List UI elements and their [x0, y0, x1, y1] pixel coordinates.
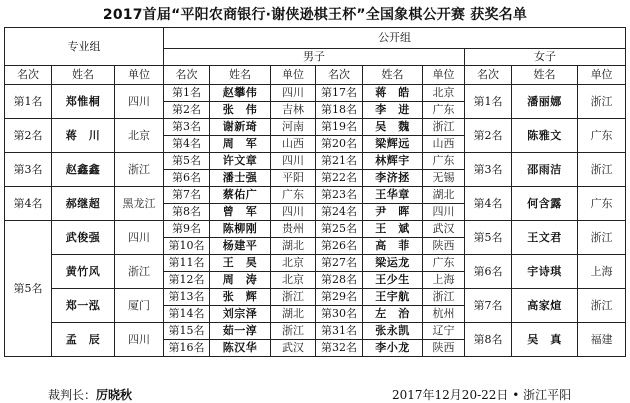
- men-unit: 无锡: [423, 170, 465, 187]
- column-header-rank: 名次: [465, 66, 512, 85]
- men-unit: 陕西: [423, 238, 465, 255]
- men-name: 周 涛: [210, 272, 271, 289]
- column-header-unit: 单位: [578, 66, 626, 85]
- men-rank: 第27名: [316, 255, 363, 272]
- men-name: 王华章: [363, 187, 423, 204]
- men-rank: 第3名: [164, 119, 210, 136]
- pro-name: 郑惟桐: [52, 85, 115, 119]
- column-header-rank: 名次: [164, 66, 210, 85]
- men-name: 刘宗泽: [210, 306, 271, 323]
- men-unit: 北京: [271, 255, 316, 272]
- men-name: 曾 军: [210, 204, 271, 221]
- table-row: [5, 255, 626, 272]
- women-name: 邵雨洁: [512, 153, 578, 187]
- pro-unit: 北京: [115, 119, 164, 153]
- men-unit: 广东: [271, 187, 316, 204]
- men-unit: 辽宁: [423, 323, 465, 340]
- men-rank: 第29名: [316, 289, 363, 306]
- men-rank: 第28名: [316, 272, 363, 289]
- men-unit: 湖北: [423, 187, 465, 204]
- pro-rank: 第4名: [5, 187, 52, 221]
- men-name: 梁运龙: [363, 255, 423, 272]
- men-unit: 贵州: [271, 221, 316, 238]
- pro-rank: 第3名: [5, 153, 52, 187]
- men-rank: 第32名: [316, 340, 363, 357]
- men-unit: 北京: [271, 272, 316, 289]
- men-unit: 杭州: [423, 306, 465, 323]
- men-name: 王少生: [363, 272, 423, 289]
- pro-unit: 浙江: [115, 255, 164, 289]
- pro-unit: 四川: [115, 323, 164, 357]
- men-rank: 第17名: [316, 85, 363, 102]
- men-rank: 第25名: [316, 221, 363, 238]
- women-rank: 第2名: [465, 119, 512, 153]
- men-unit: 湖北: [271, 306, 316, 323]
- women-unit: 广东: [578, 187, 626, 221]
- men-name: 茹一淳: [210, 323, 271, 340]
- men-rank: 第21名: [316, 153, 363, 170]
- women-rank: 第7名: [465, 289, 512, 323]
- men-name: 林辉宇: [363, 153, 423, 170]
- men-name: 张 辉: [210, 289, 271, 306]
- men-rank: 第11名: [164, 255, 210, 272]
- column-header-name: 姓名: [52, 66, 115, 85]
- women-unit: 浙江: [578, 289, 626, 323]
- men-name: 尹 晖: [363, 204, 423, 221]
- women-rank: 第4名: [465, 187, 512, 221]
- pro-unit: 厦门: [115, 289, 164, 323]
- men-name: 赵攀伟: [210, 85, 271, 102]
- column-header-name: 姓名: [210, 66, 271, 85]
- women-unit: 浙江: [578, 153, 626, 187]
- pro-rank: 第1名: [5, 85, 52, 119]
- men-rank: 第24名: [316, 204, 363, 221]
- men-name: 杨建平: [210, 238, 271, 255]
- table-row: [5, 187, 626, 204]
- men-unit: 山西: [423, 136, 465, 153]
- men-unit: 吉林: [271, 102, 316, 119]
- women-name: 宇诗琪: [512, 255, 578, 289]
- men-rank: 第20名: [316, 136, 363, 153]
- women-rank: 第8名: [465, 323, 512, 357]
- pro-name: 武俊强: [52, 221, 115, 255]
- table-row: [5, 153, 626, 170]
- men-rank: 第7名: [164, 187, 210, 204]
- men-rank: 第9名: [164, 221, 210, 238]
- men-unit: 四川: [271, 153, 316, 170]
- men-unit: 四川: [271, 204, 316, 221]
- men-unit: 广东: [423, 153, 465, 170]
- men-rank: 第4名: [164, 136, 210, 153]
- pro-name: 赵鑫鑫: [52, 153, 115, 187]
- women-name: 何含露: [512, 187, 578, 221]
- table-row: [5, 323, 626, 340]
- men-header: 男子: [164, 49, 465, 66]
- column-header-unit: 单位: [271, 66, 316, 85]
- men-rank: 第12名: [164, 272, 210, 289]
- men-rank: 第30名: [316, 306, 363, 323]
- table-row: [5, 119, 626, 136]
- men-unit: 平阳: [271, 170, 316, 187]
- page-title: 2017首届“平阳农商银行·谢侠逊棋王杯”全国象棋公开赛 获奖名单: [102, 7, 528, 23]
- men-name: 吴 魏: [363, 119, 423, 136]
- men-rank: 第6名: [164, 170, 210, 187]
- column-header-rank: 名次: [5, 66, 52, 85]
- men-name: 梁辉远: [363, 136, 423, 153]
- men-name: 周 军: [210, 136, 271, 153]
- women-header: 女子: [465, 49, 626, 66]
- pro-group-header: 专业组: [5, 28, 164, 66]
- women-rank: 第1名: [465, 85, 512, 119]
- men-rank: 第18名: [316, 102, 363, 119]
- men-unit: 湖北: [271, 238, 316, 255]
- women-name: 潘丽娜: [512, 85, 578, 119]
- date-place: 2017年12月20-22日 • 浙江平阳: [392, 388, 572, 402]
- table-row: [5, 289, 626, 306]
- men-unit: 武汉: [271, 340, 316, 357]
- men-name: 李济拯: [363, 170, 423, 187]
- men-rank: 第14名: [164, 306, 210, 323]
- men-unit: 武汉: [423, 221, 465, 238]
- men-unit: 浙江: [423, 289, 465, 306]
- men-unit: 四川: [271, 85, 316, 102]
- men-rank: 第23名: [316, 187, 363, 204]
- women-name: 王文君: [512, 221, 578, 255]
- pro-name: 郑一泓: [52, 289, 115, 323]
- men-name: 高 菲: [363, 238, 423, 255]
- women-rank: 第6名: [465, 255, 512, 289]
- men-rank: 第15名: [164, 323, 210, 340]
- referee-line: [48, 386, 132, 403]
- referee-name: 厉晓秋: [96, 388, 133, 402]
- pro-rank: 第2名: [5, 119, 52, 153]
- women-unit: 福建: [578, 323, 626, 357]
- column-header-unit: 单位: [423, 66, 465, 85]
- men-rank: 第2名: [164, 102, 210, 119]
- men-rank: 第1名: [164, 85, 210, 102]
- open-group-header: 公开组: [164, 28, 626, 49]
- pro-unit: 四川: [115, 221, 164, 255]
- men-name: 左 治: [363, 306, 423, 323]
- men-name: 张 伟: [210, 102, 271, 119]
- men-name: 潘士强: [210, 170, 271, 187]
- women-unit: 浙江: [578, 221, 626, 255]
- men-rank: 第26名: [316, 238, 363, 255]
- table-row: [5, 221, 626, 238]
- column-header-unit: 单位: [115, 66, 164, 85]
- men-rank: 第8名: [164, 204, 210, 221]
- women-unit: 广东: [578, 119, 626, 153]
- men-unit: 河南: [271, 119, 316, 136]
- men-unit: 广东: [423, 102, 465, 119]
- men-unit: 浙江: [271, 289, 316, 306]
- men-rank: 第19名: [316, 119, 363, 136]
- pro-name: 蒋 川: [52, 119, 115, 153]
- men-rank: 第22名: [316, 170, 363, 187]
- men-rank: 第5名: [164, 153, 210, 170]
- pro-unit: 浙江: [115, 153, 164, 187]
- women-rank: 第3名: [465, 153, 512, 187]
- men-unit: 上海: [423, 272, 465, 289]
- pro-name: 郝继超: [52, 187, 115, 221]
- men-unit: 四川: [423, 204, 465, 221]
- pro-unit: 四川: [115, 85, 164, 119]
- men-unit: 浙江: [423, 119, 465, 136]
- men-name: 李小龙: [363, 340, 423, 357]
- men-name: 张永凯: [363, 323, 423, 340]
- men-rank: 第31名: [316, 323, 363, 340]
- men-rank: 第10名: [164, 238, 210, 255]
- column-header-name: 姓名: [363, 66, 423, 85]
- men-name: 谢新琦: [210, 119, 271, 136]
- men-unit: 北京: [423, 85, 465, 102]
- men-unit: 陕西: [423, 340, 465, 357]
- men-name: 王 昊: [210, 255, 271, 272]
- women-rank: 第5名: [465, 221, 512, 255]
- men-unit: 山西: [271, 136, 316, 153]
- pro-unit: 黑龙江: [115, 187, 164, 221]
- women-name: 高家煊: [512, 289, 578, 323]
- column-header-name: 姓名: [512, 66, 578, 85]
- women-name: 吴 真: [512, 323, 578, 357]
- awards-table: [4, 27, 626, 357]
- referee-label: 裁判长：: [48, 388, 97, 402]
- men-name: 蔡佑广: [210, 187, 271, 204]
- pro-name: 黄竹风: [52, 255, 115, 289]
- men-name: 蒋 皓: [363, 85, 423, 102]
- pro-name: 孟 辰: [52, 323, 115, 357]
- pro-rank: 第5名: [5, 221, 52, 357]
- men-name: 李 进: [363, 102, 423, 119]
- men-rank: 第16名: [164, 340, 210, 357]
- men-name: 王 斌: [363, 221, 423, 238]
- women-unit: 浙江: [578, 85, 626, 119]
- men-unit: 广东: [423, 255, 465, 272]
- men-name: 王宇航: [363, 289, 423, 306]
- men-name: 陈汉华: [210, 340, 271, 357]
- women-name: 陈雅文: [512, 119, 578, 153]
- men-name: 陈柳刚: [210, 221, 271, 238]
- women-unit: 上海: [578, 255, 626, 289]
- men-unit: 浙江: [271, 323, 316, 340]
- men-name: 许文章: [210, 153, 271, 170]
- column-header-rank: 名次: [316, 66, 363, 85]
- table-row: [5, 85, 626, 102]
- men-rank: 第13名: [164, 289, 210, 306]
